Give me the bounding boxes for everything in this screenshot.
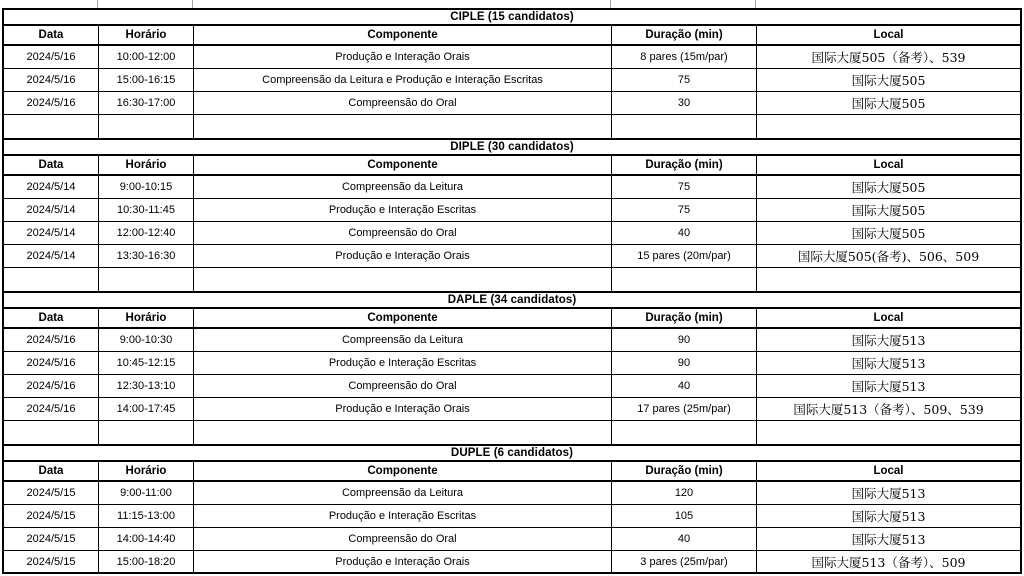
column-gridline: [755, 0, 756, 8]
cell-local[interactable]: 国际大厦513（备考）、509、539: [793, 402, 984, 417]
header-row-duple: [4, 462, 1020, 482]
column-header-componente[interactable]: Componente: [194, 309, 612, 327]
cell-data[interactable]: [4, 421, 99, 444]
cell-data[interactable]: 2024/5/14: [4, 176, 99, 198]
cell-local[interactable]: 国际大厦513: [851, 509, 926, 524]
section-title-duple[interactable]: DUPLE (6 candidatos): [4, 444, 1020, 462]
cell-duracao[interactable]: 3 pares (25m/par): [612, 551, 757, 572]
exam-schedule-table: [2, 8, 1022, 574]
cell-horario[interactable]: 12:00-12:40: [99, 222, 194, 244]
table-row: [4, 505, 1020, 528]
cell-duracao[interactable]: 15 pares (20m/par): [612, 245, 757, 267]
table-row: [4, 375, 1020, 398]
cell-componente[interactable]: Compreensão do Oral: [194, 222, 612, 244]
cutoff-row-sliver: [2, 0, 1022, 8]
cell-data[interactable]: 2024/5/16: [4, 352, 99, 374]
cell-local[interactable]: [757, 115, 1020, 138]
cell-local[interactable]: 国际大厦513（备考）、509: [811, 554, 966, 570]
section-diple: [4, 138, 1020, 291]
cell-horario[interactable]: 14:00-17:45: [99, 398, 194, 420]
cell-local[interactable]: 国际大厦505: [851, 96, 926, 111]
cell-data[interactable]: 2024/5/15: [4, 551, 99, 572]
section-ciple: [4, 8, 1020, 138]
cell-local[interactable]: 国际大厦505: [851, 226, 926, 241]
column-header-local[interactable]: Local: [873, 312, 904, 324]
cell-componente[interactable]: Produção e Interação Escritas: [194, 505, 612, 527]
cell-local[interactable]: 国际大厦513: [851, 356, 926, 371]
table-row: [4, 176, 1020, 199]
column-header-horario[interactable]: Horário: [99, 309, 194, 327]
column-header-componente[interactable]: Componente: [194, 156, 612, 174]
cell-local[interactable]: [757, 421, 1020, 444]
section-duple: [4, 444, 1020, 574]
section-title-daple[interactable]: DAPLE (34 candidatos): [4, 291, 1020, 309]
column-gridline: [97, 0, 98, 8]
cell-duracao[interactable]: 75: [612, 199, 757, 221]
header-row-ciple: [4, 26, 1020, 46]
cell-horario[interactable]: [99, 421, 194, 444]
cell-componente[interactable]: Compreensão da Leitura: [194, 176, 612, 198]
table-row: [4, 398, 1020, 421]
empty-row: [4, 115, 1020, 138]
cell-duracao[interactable]: [612, 421, 757, 444]
column-header-local[interactable]: Local: [873, 465, 904, 477]
column-header-local[interactable]: Local: [873, 159, 904, 171]
column-header-horario[interactable]: Horário: [99, 156, 194, 174]
column-header-horario[interactable]: Horário: [99, 462, 194, 480]
cell-data[interactable]: 2024/5/16: [4, 329, 99, 351]
cell-componente[interactable]: Compreensão da Leitura e Produção e Interação Escritas: [194, 69, 612, 91]
cell-componente[interactable]: Produção e Interação Orais: [194, 551, 612, 572]
empty-row: [4, 421, 1020, 444]
table-row: [4, 329, 1020, 352]
cell-duracao[interactable]: 40: [612, 528, 757, 550]
cell-data[interactable]: [4, 268, 99, 291]
cell-local[interactable]: 国际大厦505: [851, 203, 926, 218]
cell-horario[interactable]: 14:00-14:40: [99, 528, 194, 550]
cell-local[interactable]: 国际大厦505（备考）、539: [811, 50, 966, 65]
column-header-data[interactable]: Data: [4, 156, 99, 174]
cell-horario[interactable]: [99, 115, 194, 138]
cell-horario[interactable]: 9:00-10:15: [99, 176, 194, 198]
table-row: [4, 245, 1020, 268]
cell-componente[interactable]: Compreensão da Leitura: [194, 329, 612, 351]
cell-data[interactable]: 2024/5/14: [4, 245, 99, 267]
cell-local[interactable]: 国际大厦513: [851, 379, 926, 394]
cell-componente[interactable]: Produção e Interação Orais: [194, 398, 612, 420]
cell-local[interactable]: [757, 268, 1020, 291]
table-row: [4, 69, 1020, 92]
cell-data[interactable]: 2024/5/16: [4, 46, 99, 68]
cell-componente[interactable]: Produção e Interação Orais: [194, 245, 612, 267]
cell-horario[interactable]: 11:15-13:00: [99, 505, 194, 527]
cell-componente[interactable]: Compreensão do Oral: [194, 92, 612, 114]
cell-componente[interactable]: Produção e Interação Escritas: [194, 199, 612, 221]
column-header-duracao[interactable]: Duração (min): [612, 309, 757, 327]
cell-data[interactable]: 2024/5/16: [4, 398, 99, 420]
cell-horario[interactable]: 15:00-16:15: [99, 69, 194, 91]
empty-row: [4, 268, 1020, 291]
cell-local[interactable]: 国际大厦513: [851, 333, 926, 348]
cell-horario[interactable]: 12:30-13:10: [99, 375, 194, 397]
cell-data[interactable]: 2024/5/16: [4, 92, 99, 114]
table-row: [4, 222, 1020, 245]
column-header-duracao[interactable]: Duração (min): [612, 462, 757, 480]
cell-data[interactable]: 2024/5/16: [4, 69, 99, 91]
column-header-componente[interactable]: Componente: [194, 462, 612, 480]
cell-horario[interactable]: 16:30-17:00: [99, 92, 194, 114]
cell-duracao[interactable]: 90: [612, 352, 757, 374]
table-row: [4, 46, 1020, 69]
header-row-daple: [4, 309, 1020, 329]
cell-local[interactable]: 国际大厦513: [851, 486, 926, 501]
cell-componente[interactable]: [194, 421, 612, 444]
column-header-data[interactable]: Data: [4, 462, 99, 480]
cell-duracao[interactable]: 30: [612, 92, 757, 114]
cell-local[interactable]: 国际大厦505(备考)、506、509: [797, 249, 980, 264]
table-row: [4, 551, 1020, 574]
cell-local[interactable]: 国际大厦513: [851, 532, 926, 547]
cell-duracao[interactable]: 120: [612, 482, 757, 504]
cell-componente[interactable]: Compreensão do Oral: [194, 528, 612, 550]
cell-horario[interactable]: 10:00-12:00: [99, 46, 194, 68]
cell-duracao[interactable]: [612, 115, 757, 138]
cell-duracao[interactable]: 40: [612, 375, 757, 397]
table-row: [4, 528, 1020, 551]
cell-componente[interactable]: Compreensão do Oral: [194, 375, 612, 397]
column-header-data[interactable]: Data: [4, 309, 99, 327]
header-row-diple: [4, 156, 1020, 176]
cell-data[interactable]: 2024/5/14: [4, 222, 99, 244]
cell-horario[interactable]: 13:30-16:30: [99, 245, 194, 267]
cell-horario[interactable]: 10:45-12:15: [99, 352, 194, 374]
cell-duracao[interactable]: 75: [612, 69, 757, 91]
cell-duracao[interactable]: 105: [612, 505, 757, 527]
column-header-duracao[interactable]: Duração (min): [612, 156, 757, 174]
cell-componente[interactable]: [194, 268, 612, 291]
cell-horario[interactable]: 15:00-18:20: [99, 551, 194, 572]
cell-data[interactable]: 2024/5/14: [4, 199, 99, 221]
cell-duracao[interactable]: 40: [612, 222, 757, 244]
cell-duracao[interactable]: 17 pares (25m/par): [612, 398, 757, 420]
cell-duracao[interactable]: 90: [612, 329, 757, 351]
cell-componente[interactable]: Produção e Interação Escritas: [194, 352, 612, 374]
column-gridline: [610, 0, 611, 8]
cell-duracao[interactable]: [612, 268, 757, 291]
column-gridline: [192, 0, 193, 8]
cell-data[interactable]: 2024/5/15: [4, 505, 99, 527]
column-header-data[interactable]: Data: [4, 26, 99, 44]
cell-horario[interactable]: 9:00-11:00: [99, 482, 194, 504]
table-row: [4, 199, 1020, 222]
cell-data[interactable]: 2024/5/15: [4, 482, 99, 504]
column-header-local[interactable]: Local: [873, 29, 904, 41]
table-row: [4, 352, 1020, 375]
cell-local[interactable]: 国际大厦505: [851, 73, 926, 88]
cell-data[interactable]: 2024/5/16: [4, 375, 99, 397]
section-daple: [4, 291, 1020, 444]
cell-componente[interactable]: Produção e Interação Orais: [194, 46, 612, 68]
cell-data[interactable]: 2024/5/15: [4, 528, 99, 550]
column-header-duracao[interactable]: Duração (min): [612, 26, 757, 44]
cell-horario[interactable]: 9:00-10:30: [99, 329, 194, 351]
table-row: [4, 92, 1020, 115]
cell-componente[interactable]: Compreensão da Leitura: [194, 482, 612, 504]
table-row: [4, 482, 1020, 505]
column-header-componente[interactable]: Componente: [194, 26, 612, 44]
section-title-diple[interactable]: DIPLE (30 candidatos): [4, 138, 1020, 156]
cell-data[interactable]: [4, 115, 99, 138]
cell-componente[interactable]: [194, 115, 612, 138]
cell-horario[interactable]: [99, 268, 194, 291]
section-title-ciple[interactable]: CIPLE (15 candidatos): [4, 8, 1020, 26]
cell-local[interactable]: 国际大厦505: [851, 180, 926, 195]
column-header-horario[interactable]: Horário: [99, 26, 194, 44]
cell-horario[interactable]: 10:30-11:45: [99, 199, 194, 221]
cell-duracao[interactable]: 75: [612, 176, 757, 198]
cell-duracao[interactable]: 8 pares (15m/par): [612, 46, 757, 68]
